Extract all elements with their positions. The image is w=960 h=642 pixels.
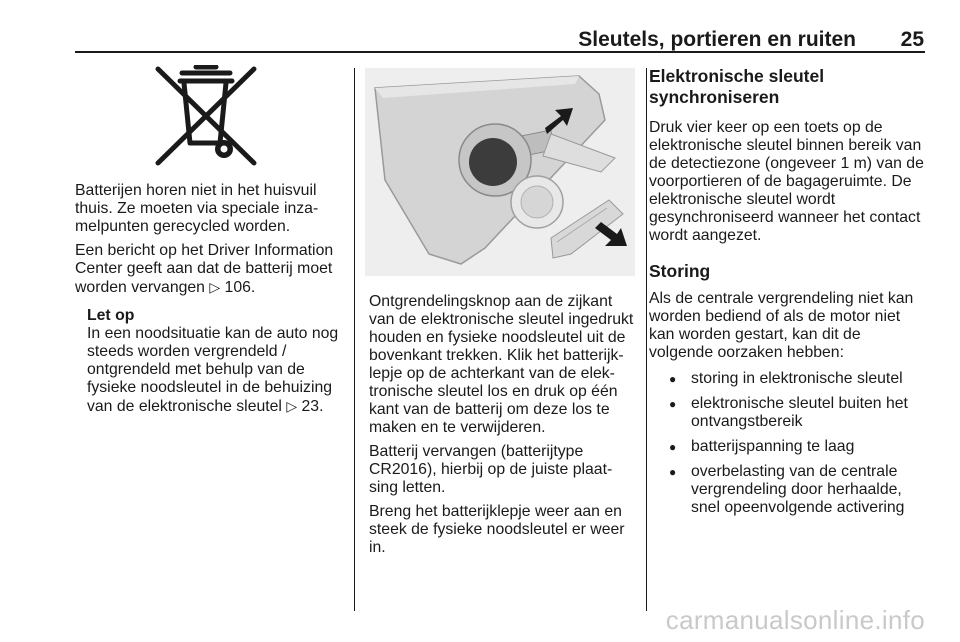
note-body: In een noodsituatie kan de auto nog steeds worden vergrendeld / ontgrendeld met behulp van de fysieke noodsleutel in de behuizing van de elektronische sleutel	[87, 325, 339, 415]
release-button-paragraph: Ontgrendelingsknop aan de zijkant van de elektronische sleutel ingedrukt houden en fysieke noodsleutel uit de bovenkant trekken. Klik het batterijklepje op de achterkant van de elektronische sleutel los en druk op één kant van de batterij om deze los te maken en te verwijderen.	[369, 293, 634, 436]
battery-type-paragraph: Batterij vervangen (batterijtype CR2016), hierbij op de juiste plaatsing letten.	[369, 443, 613, 496]
list-item: ● overbelasting van de centrale vergrendeling door herhaalde, snel opeenvolgende activering	[649, 463, 929, 517]
list-item: ● batterijspanning te laag	[649, 438, 929, 456]
reassemble-paragraph: Breng het batterijklepje weer aan en steek de fysieke noodsleutel er weer in.	[369, 503, 625, 556]
key-fob-battery-illustration	[365, 68, 635, 276]
column-left	[75, 182, 345, 416]
section-heading-fault: Storing	[649, 261, 711, 281]
column-middle	[369, 293, 635, 563]
synchronise-paragraph: Druk vier keer op een toets op de elektronische sleutel binnen bereik van de detectiezone (ongeveer 1 m) van de voorportieren of de bagageruimte. De elektronische sleutel wordt gesynchroniseerd wanneer het contact wordt aangezet.	[649, 119, 924, 244]
watermark: carmanualsonline.info	[665, 605, 925, 635]
section-heading-synchronise: Elektronische sleutel synchroniseren	[649, 66, 825, 107]
column-divider-right	[646, 68, 647, 611]
battery-disposal-paragraph: Batterijen horen niet in het huisvuil thuis. Ze moeten via speciale inzamelpunten gerecycled worden.	[75, 182, 319, 235]
battery-replace-paragraph	[75, 242, 345, 297]
note-text	[87, 325, 345, 416]
battery-replace-text: Een bericht op het Driver Information Center geeft aan dat de batterij moet worden vervangen	[75, 242, 334, 296]
page-reference[interactable]: 23.	[301, 398, 324, 415]
list-item: ● elektronische sleutel buiten het ontvangstbereik	[649, 395, 929, 431]
fault-paragraph: Als de centrale vergrendeling niet kan worden bediend of als de motor niet kan worden gestart, kan dit de volgende oorzaken hebben:	[649, 290, 914, 361]
page-reference[interactable]: 106.	[224, 279, 256, 296]
column-divider-left	[354, 68, 355, 611]
header-rule	[75, 51, 925, 53]
note-block	[87, 307, 345, 416]
fault-cause-list	[649, 370, 929, 517]
crossed-out-wheelie-bin-icon	[150, 65, 262, 167]
header-title: Sleutels, portieren en ruiten	[578, 28, 856, 51]
page-number: 25	[900, 28, 924, 51]
page-reference-arrow-icon: ▷	[286, 398, 298, 414]
column-right	[649, 66, 929, 524]
page-reference-arrow-icon: ▷	[209, 279, 221, 295]
note-label: Let op	[87, 307, 135, 324]
list-item: ● storing in elektronische sleutel	[649, 370, 929, 388]
